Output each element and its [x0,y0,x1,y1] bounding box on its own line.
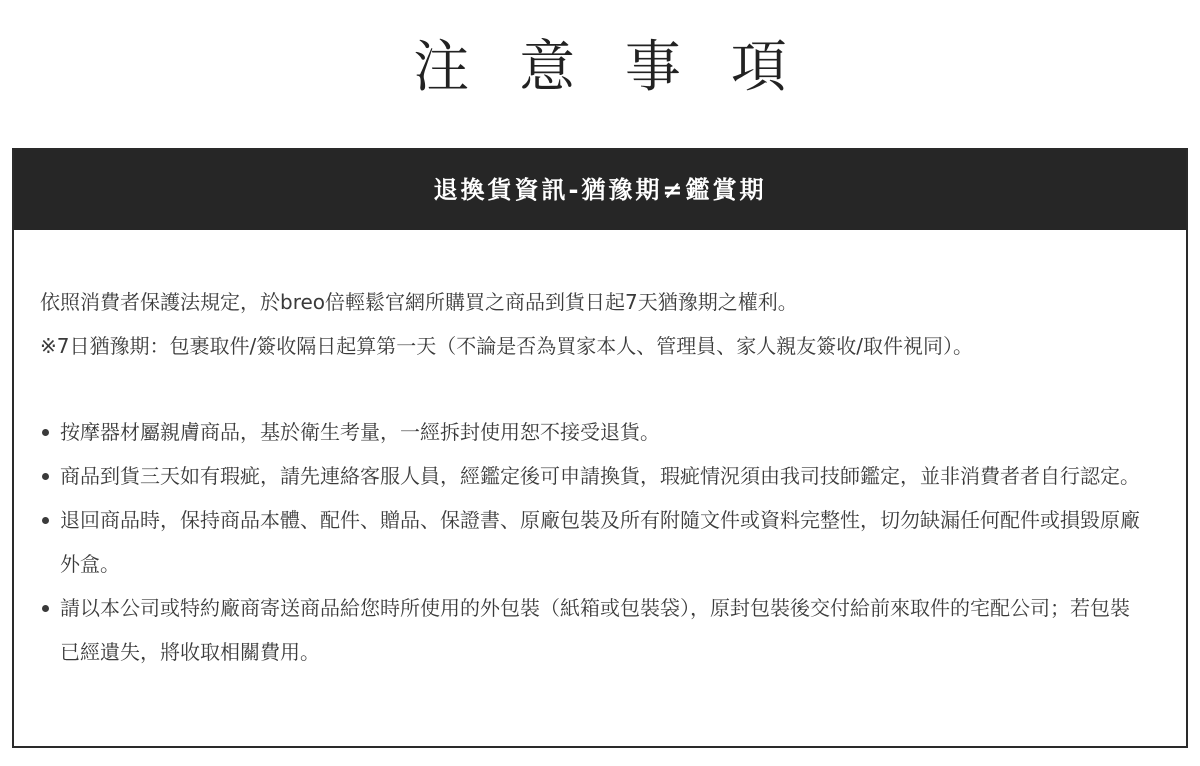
intro-line-cooling-off-right: 依照消費者保護法規定，於breo倍輕鬆官網所購買之商品到貨日起7天猶豫期之權利。 [40,290,798,314]
policy-rules-list [40,410,1162,674]
bullet-icon [42,473,49,480]
rule-text: 商品到貨三天如有瑕疵，請先連絡客服人員，經鑑定後可申請換貨，瑕疵情況須由我司技師鑑定，並非消費者者自行認定。 [60,464,1140,488]
bullet-icon [42,517,49,524]
rule-text: 退回商品時，保持商品本體、配件、贈品、保證書、原廠包裝及所有附隨文件或資料完整性，切勿缺漏任何配件或損毀原廠外盒。 [60,508,1140,576]
return-policy-header: 退換貨資訊-猶豫期≠鑑賞期 [14,150,1186,230]
rule-item-original-packaging [40,586,1140,674]
return-policy-box [12,148,1188,748]
rule-item-defect-exchange [40,454,1140,498]
intro-line-7-day-definition: ※7日猶豫期：包裹取件/簽收隔日起算第一天（不論是否為買家本人、管理員、家人親友簽收/取件視同）。 [40,334,973,358]
return-policy-body [14,280,1186,674]
page-title: 注 意 事 項 [413,35,803,100]
rule-text: 請以本公司或特約廠商寄送商品給您時所使用的外包裝（紙箱或包裝袋），原封包裝後交付給前來取件的宅配公司；若包裝已經遺失，將收取相關費用。 [60,596,1130,664]
rule-item-hygiene [40,410,1140,454]
rule-item-return-completeness [40,498,1140,586]
bullet-icon [42,605,49,612]
bullet-icon [42,429,49,436]
rule-text: 按摩器材屬親膚商品，基於衛生考量，一經拆封使用恕不接受退貨。 [60,420,660,444]
policy-intro [40,280,1162,368]
